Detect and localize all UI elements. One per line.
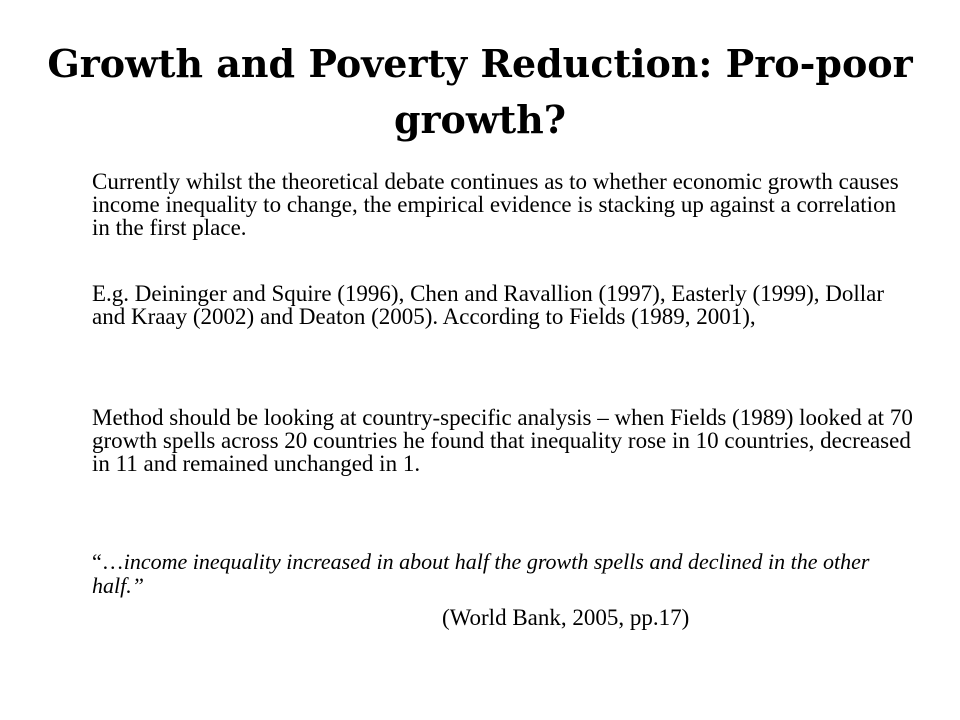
quote-text: income inequality increased in about half the growth spells and declined in the other half.” bbox=[92, 549, 870, 598]
slide-title: Growth and Poverty Reduction: Pro-poor growth? bbox=[47, 41, 913, 142]
citation: (World Bank, 2005, pp.17) bbox=[442, 605, 690, 630]
paragraph-debate: Currently whilst the theoretical debate continues as to whether economic growth causes income inequality to change, the empirical evidence is stacking up against a correlation in the first place. bbox=[92, 169, 899, 240]
quote bbox=[92, 550, 892, 598]
paragraph-references: E.g. Deininger and Squire (1996), Chen and Ravallion (1997), Easterly (1999), Dollar and Kraay (2002) and Deaton (2005). According to Fields (1989, 2001), bbox=[92, 281, 885, 329]
quote-lead: “… bbox=[92, 549, 124, 574]
paragraph-method: Method should be looking at country-specific analysis – when Fields (1989) looked at 70 growth spells across 20 countries he found that inequality rose in 10 countries, decreased in 11 and remained unchanged in 1. bbox=[92, 405, 913, 476]
